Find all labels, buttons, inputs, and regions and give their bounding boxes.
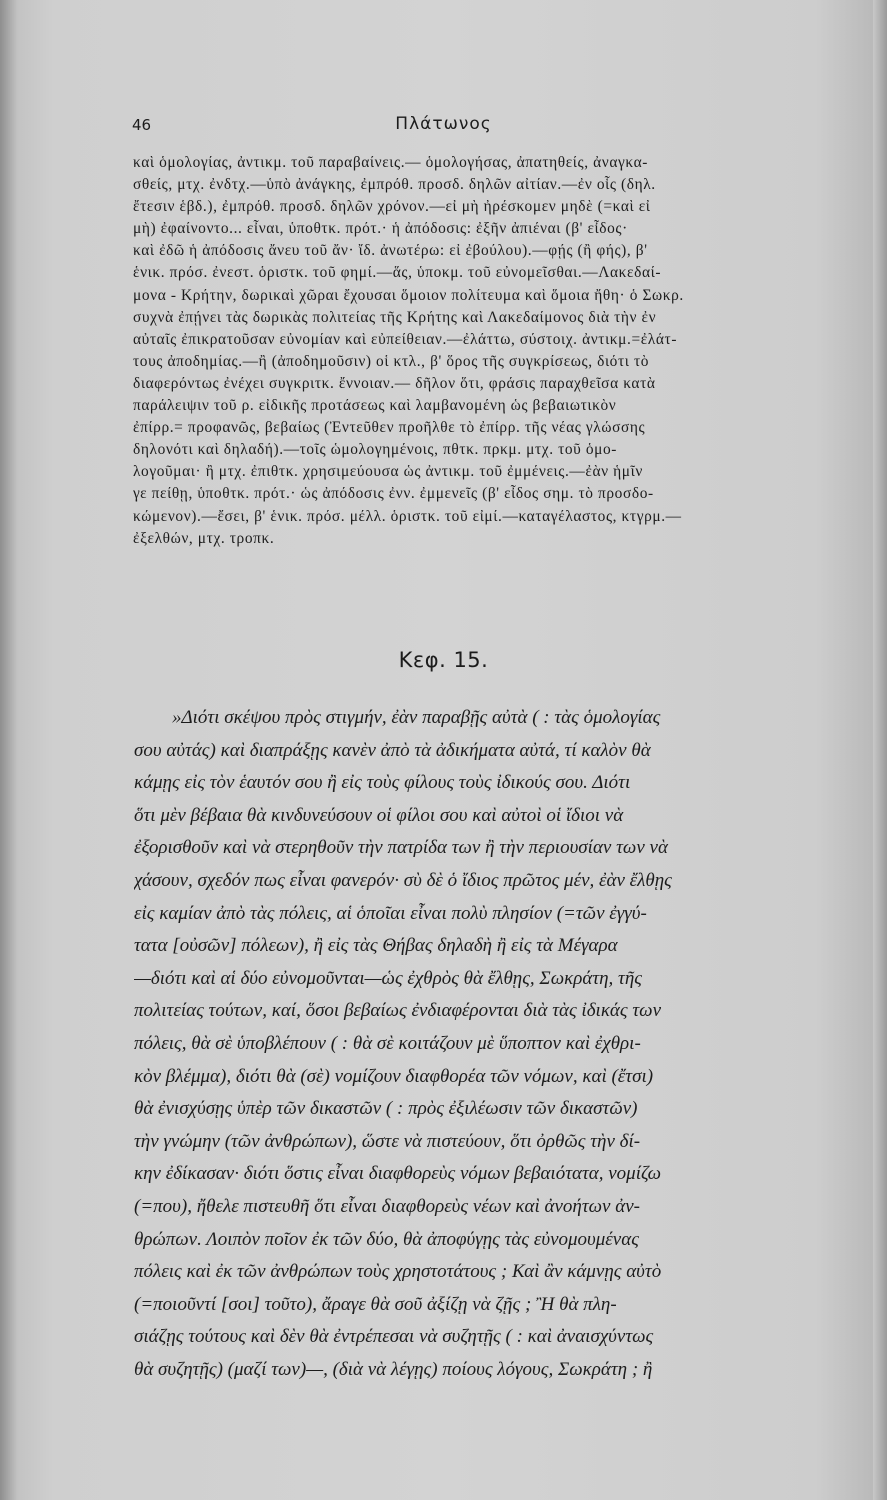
- note-line: δηλονότι καὶ δηλαδή).—τοῖς ὡμολογημένοις, πθτκ. πρκμ. μτχ. τοῦ ὁμο-: [133, 441, 618, 459]
- note-line: μονα - Κρήτην, δωρικαὶ χῶραι ἔχουσαι ὅμοιον πολίτευμα καὶ ὅμοια ἤθη· ὁ Σωκρ.: [133, 286, 684, 304]
- text-line: σου αὐτάς) καὶ διαπράξῃς κανὲν ἀπὸ τὰ ἀδικήματα αὐτά, τί καλὸν θὰ: [134, 739, 651, 761]
- text-line: ὅτι μὲν βέβαια θὰ κινδυνεύσουν οἱ φίλοι σου καὶ αὐτοὶ οἱ ἴδιοι νὰ: [134, 804, 624, 826]
- text-line: —διότι καὶ αἱ δύο εὐνομοῦνται—ὡς ἐχθρὸς θὰ ἔλθῃς, Σωκράτη, τῆς: [134, 967, 642, 989]
- text-line: θὰ ἐνισχύσῃς ὑπὲρ τῶν δικαστῶν ( : πρὸς ἐξιλέωσιν τῶν δικαστῶν): [134, 1098, 638, 1120]
- note-line: λογοῦμαι· ἢ μτχ. ἐπιθτκ. χρησιμεύουσα ὡς ἀντικμ. τοῦ ἐμμένεις.—ἐὰν ἡμῖν: [133, 463, 643, 481]
- text-line: σιάζῃς τούτους καὶ δὲν θὰ ἐντρέπεσαι νὰ συζητῇς ( : καὶ ἀναισχύντως: [134, 1326, 654, 1348]
- note-line: σθείς, μτχ. ἐνδτχ.—ὑπὸ ἀνάγκης, ἐμπρόθ. προσδ. δηλῶν αἰτίαν.—ἐν οἷς (δηλ.: [133, 176, 656, 194]
- text-line: χάσουν, σχεδόν πως εἶναι φανερόν· σὺ δὲ ὁ ἴδιος πρῶτος μέν, ἐὰν ἔλθῃς: [134, 869, 672, 891]
- note-line: αὐταῖς ἐπικρατοῦσαν εὐνομίαν καὶ εὐπείθειαν.—ἐλάττω, σύστοιχ. ἀντικμ.=ἐλάτ-: [133, 330, 678, 348]
- text-line: πόλεις, θὰ σὲ ὑποβλέπουν ( : θὰ σὲ κοιτάζουν μὲ ὕποπτον καὶ ἐχθρι-: [134, 1032, 641, 1054]
- note-line: ἐξελθών, μτχ. τροπκ.: [133, 529, 275, 547]
- running-head: Πλάτωνος: [395, 114, 492, 134]
- note-line: καὶ ἐδῶ ἡ ἀπόδοσις ἄνευ τοῦ ἄν· ἴδ. ἀνωτέρω: εἰ ἐβούλου).—φῄς (ἢ φής), β': [133, 242, 648, 260]
- note-line: συχνὰ ἐπῄνει τὰς δωρικὰς πολιτείας τῆς Κρήτης καὶ Λακεδαίμονος διὰ τὴν ἐν: [133, 308, 657, 326]
- translation-text: [134, 702, 864, 1386]
- text-line: θρώπων. Λοιπὸν ποῖον ἐκ τῶν δύο, θὰ ἀποφύγῃς τὰς εὐνομουμένας: [134, 1228, 639, 1250]
- text-line: κὸν βλέμμα), διότι θὰ (σὲ) νομίζουν διαφθορέα τῶν νόμων, καὶ (ἔτσι): [134, 1065, 654, 1087]
- note-line: ἔτεσιν ἑβδ.), ἐμπρόθ. προσδ. δηλῶν χρόνον.—εἰ μὴ ἠρέσκομεν μηδὲ (=καὶ εἰ: [133, 198, 651, 216]
- text-line: (=ποιοῦντί [σοι] τοῦτο), ἄραγε θὰ σοῦ ἀξίζῃ νὰ ζῇς ; Ἢ θὰ πλη-: [134, 1293, 617, 1315]
- note-line: κώμενον).—ἔσει, β' ἑνικ. πρόσ. μέλλ. ὁριστκ. τοῦ εἰμί.—καταγέλαστος, κτγρμ.—: [133, 507, 682, 525]
- text-line: »Διότι σκέψου πρὸς στιγμήν, ἐὰν παραβῇς αὐτὰ ( : τὰς ὁμολογίας: [172, 707, 661, 728]
- commentary-notes: [133, 152, 858, 550]
- text-line: (=που), ἤθελε πιστευθῆ ὅτι εἶναι διαφθορεὺς νέων καὶ ἀνοήτων ἀν-: [134, 1195, 640, 1217]
- note-line: καὶ ὁμολογίας, ἀντικμ. τοῦ παραβαίνεις.— ὁμολογήσας, ἀπατηθείς, ἀναγκα-: [133, 154, 649, 171]
- text-line: τὴν γνώμην (τῶν ἀνθρώπων), ὥστε νὰ πιστεύουν, ὅτι ὀρθῶς τὴν δί-: [134, 1130, 641, 1152]
- text-line: πόλεις καὶ ἐκ τῶν ἀνθρώπων τοὺς χρηστοτάτους ; Καὶ ἂν κάμνῃς αὐτὸ: [134, 1261, 662, 1283]
- note-line: γε πείθῃ, ὑποθτκ. πρότ.· ὡς ἀπόδοσις ἐνν. ἐμμενεῖς (β' εἶδος σημ. τὸ προσδο-: [133, 485, 654, 503]
- text-line: ἐξορισθοῦν καὶ νὰ στερηθοῦν τὴν πατρίδα των ἢ τὴν περιουσίαν των νὰ: [134, 837, 668, 859]
- note-line: τους ἀποδημίας.—ἢ (ἀποδημοῦσιν) οἱ κτλ., β' ὅρος τῆς συγκρίσεως, διότι τὸ: [133, 352, 650, 370]
- text-line: κην ἐδίκασαν· διότι ὅστις εἶναι διαφθορεὺς νόμων βεβαιότατα, νομίζω: [134, 1163, 662, 1185]
- page-right-edge: [873, 0, 887, 1500]
- text-line: θὰ συζητῇς) (μαζί των)—, (διὰ νὰ λέγῃς) ποίους λόγους, Σωκράτη ; ἢ: [134, 1358, 653, 1380]
- page-number: 46: [132, 116, 152, 134]
- chapter-heading: Κεφ. 15.: [398, 648, 489, 672]
- note-line: μὴ) ἐφαίνοντο... εἶναι, ὑποθτκ. πρότ.· ἡ ἀπόδοσις: ἐξῆν ἀπιέναι (β' εἶδος·: [133, 220, 628, 238]
- note-line: ἐπίρρ.= προφανῶς, βεβαίως (Ἐντεῦθεν προῆλθε τὸ ἐπίρρ. τῆς νέας γλώσσης: [133, 419, 646, 437]
- note-line: διαφερόντως ἐνέχει συγκριτκ. ἔννοιαν.— δῆλον ὅτι, φράσις παραχθεῖσα κατὰ: [133, 374, 656, 392]
- text-line: κάμῃς εἰς τὸν ἑαυτόν σου ἢ εἰς τοὺς φίλους τοὺς ἰδικούς σου. Διότι: [134, 772, 631, 794]
- note-line: παράλειψιν τοῦ ρ. εἰδικῆς προτάσεως καὶ λαμβανομένη ὡς βεβαιωτικὸν: [133, 397, 617, 415]
- note-line: ἑνικ. πρόσ. ἐνεστ. ὁριστκ. τοῦ φημί.—ἅς, ὑποκμ. τοῦ εὐνομεῖσθαι.—Λακεδαί-: [133, 264, 662, 282]
- text-line: τατα [οὐσῶν] πόλεων), ἢ εἰς τὰς Θήβας δηλαδὴ ἢ εἰς τὰ Μέγαρα: [134, 935, 618, 957]
- page-left-edge: [0, 0, 18, 1500]
- text-line: πολιτείας τούτων, καί, ὅσοι βεβαίως ἐνδιαφέρονται διὰ τὰς ἰδικάς των: [134, 1000, 662, 1022]
- text-line: εἰς καμίαν ἀπὸ τὰς πόλεις, αἱ ὁποῖαι εἶναι πολὺ πλησίον (=τῶν ἐγγύ-: [134, 902, 647, 924]
